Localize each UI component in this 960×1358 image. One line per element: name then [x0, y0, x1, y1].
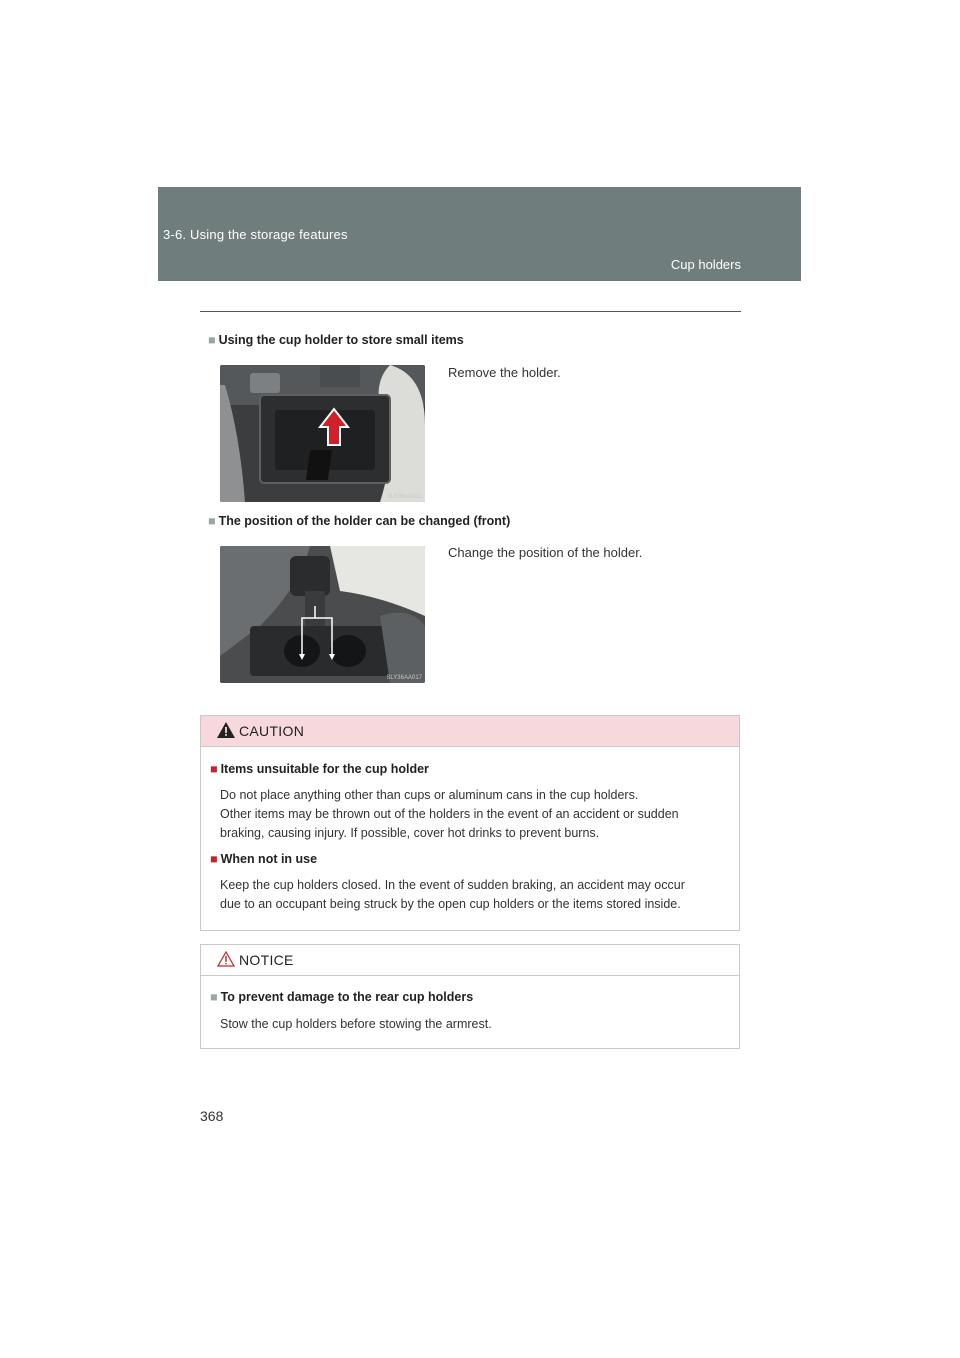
- square-bullet-icon: ■: [210, 990, 218, 1004]
- caution-header: [201, 716, 739, 747]
- square-bullet-icon: ■: [210, 852, 218, 866]
- caution-box: [200, 715, 740, 931]
- caption-change-position: Change the position of the holder.: [448, 545, 643, 560]
- notice-box: [200, 944, 740, 1049]
- square-bullet-icon: ■: [208, 514, 216, 528]
- page-number: 368: [200, 1108, 224, 1124]
- caption-remove-holder: Remove the holder.: [448, 365, 561, 380]
- caution-item-text: Do not place anything other than cups or aluminum cans in the cup holders. Other items may be thrown out of the holders in the event of an accident or sudden braking, causing injury. If possible, cover hot drinks to prevent burns.: [220, 788, 679, 840]
- photo-remove-holder: [220, 365, 425, 502]
- notice-label: NOTICE: [239, 952, 294, 968]
- image-code: SLY36AA017: [386, 675, 422, 681]
- photo-change-position: [220, 546, 425, 683]
- page-header: [158, 187, 801, 281]
- notice-item-text: Stow the cup holders before stowing the armrest.: [220, 1017, 492, 1031]
- warning-icon: [217, 722, 235, 738]
- image-code: SLY36AA011: [386, 494, 422, 500]
- square-bullet-icon: ■: [208, 333, 216, 347]
- square-bullet-icon: ■: [210, 762, 218, 776]
- warning-outline-icon: [217, 951, 235, 967]
- caution-item-title: ■ When not in use: [210, 852, 318, 866]
- divider: [200, 311, 741, 312]
- notice-header: [201, 945, 739, 976]
- subsection-heading: ■ The position of the holder can be changed (front): [208, 514, 511, 528]
- notice-item-title: ■ To prevent damage to the rear cup holders: [210, 990, 474, 1004]
- caution-item-title: ■ Items unsuitable for the cup holder: [210, 762, 429, 776]
- topic-title: Cup holders: [670, 257, 741, 272]
- section-title: 3-6. Using the storage features: [163, 227, 348, 242]
- subsection-heading: ■ Using the cup holder to store small items: [208, 333, 464, 347]
- caution-label: CAUTION: [239, 723, 305, 739]
- caution-item-text: Keep the cup holders closed. In the event of sudden braking, an accident may occur due to an occupant being struck by the open cup holders or the items stored inside.: [220, 878, 685, 911]
